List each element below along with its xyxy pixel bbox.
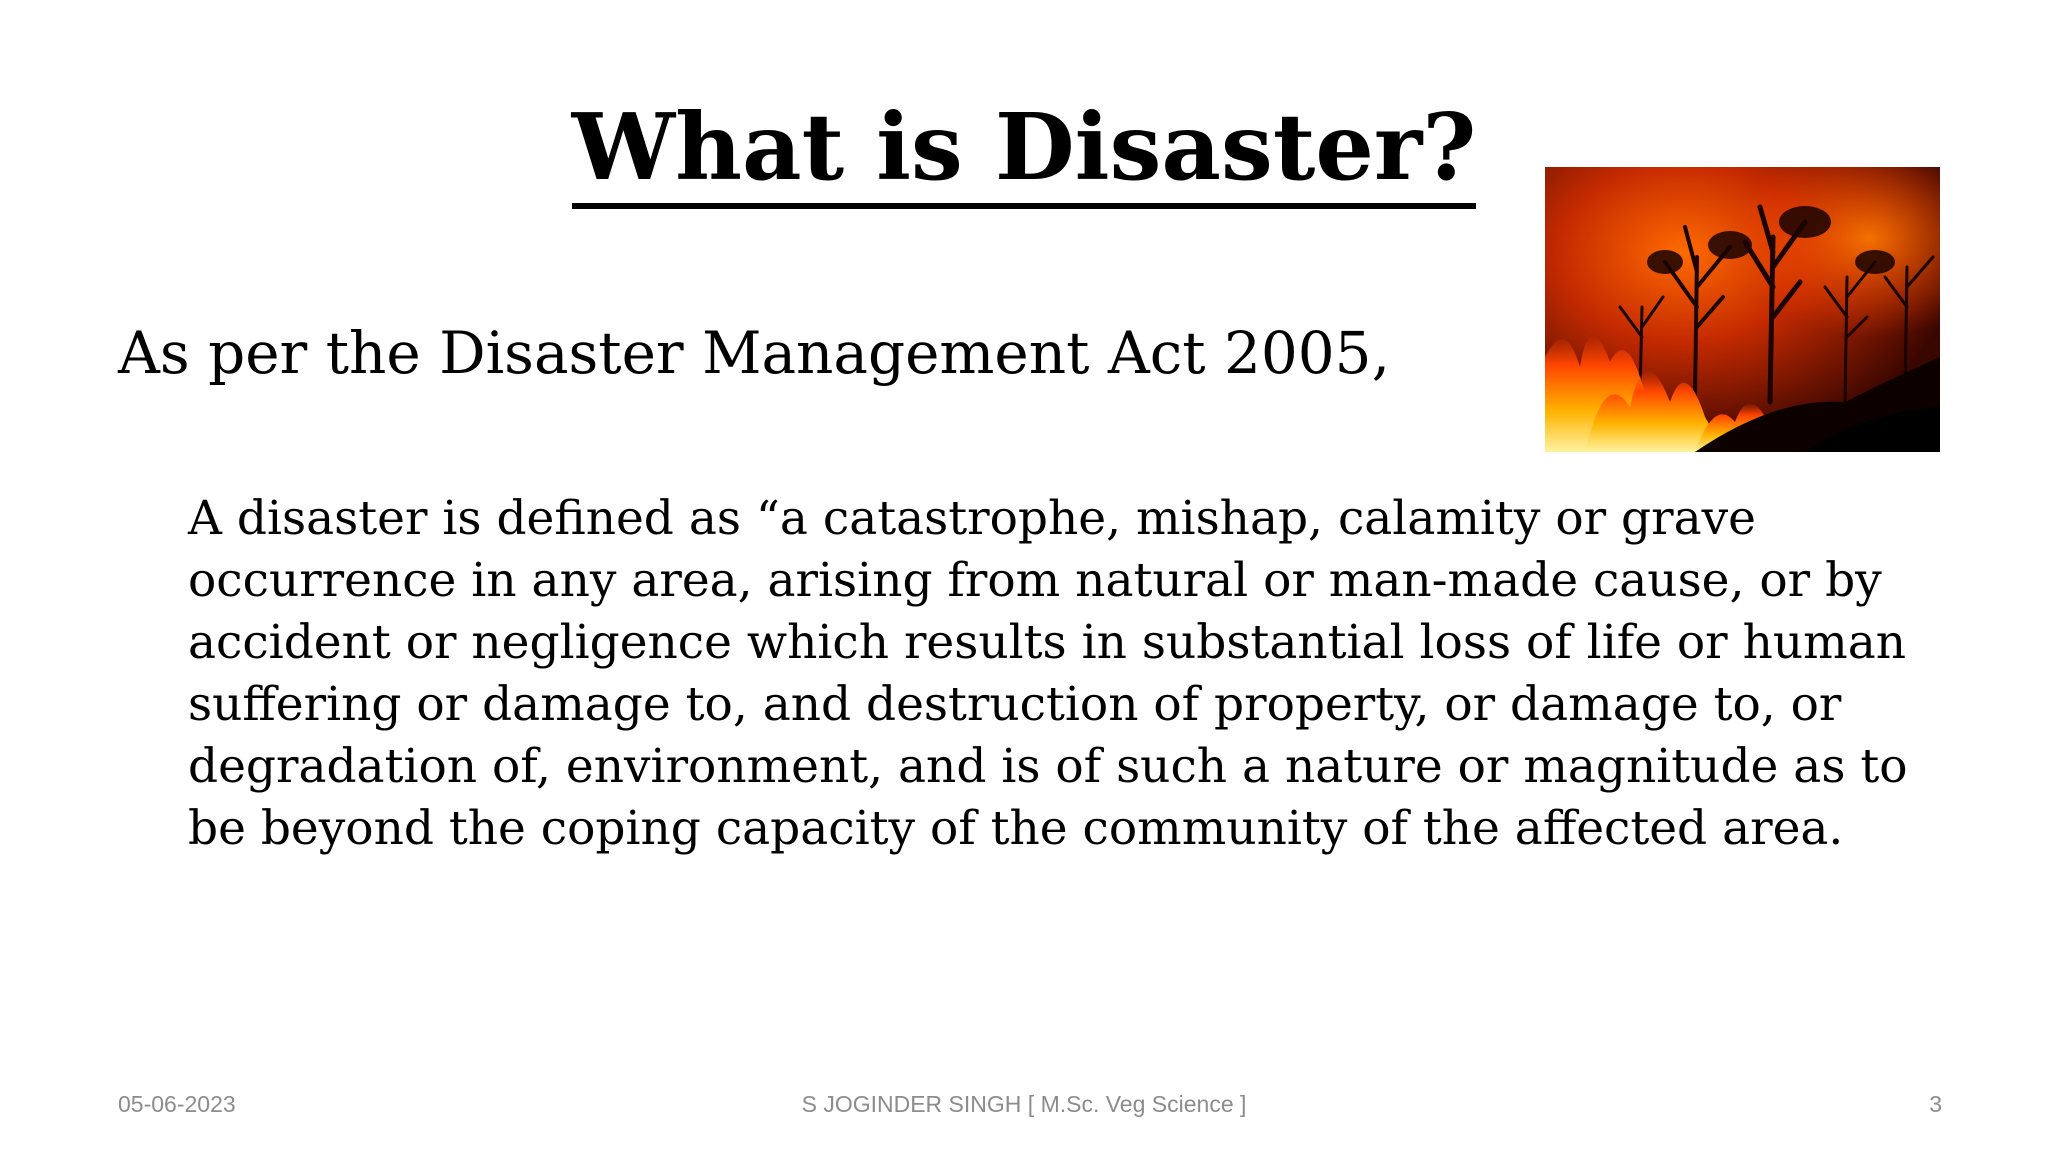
slide-subtitle: As per the Disaster Management Act 2005, — [118, 319, 1391, 387]
slide-title-text: What is Disaster? — [572, 93, 1476, 209]
forest-fire-illustration — [1545, 167, 1940, 452]
footer-author: S JOGINDER SINGH [ M.Sc. Veg Science ] — [801, 1091, 1247, 1117]
footer-date: 05-06-2023 — [118, 1091, 236, 1117]
disaster-definition: A disaster is defined as “a catastrophe, mishap, calamity or grave occurrence in any area, arising from natural or man-made cause, or by accident or negligence which results in substantial loss of life or human suffering or damage to, and destruction of property, or damage to, or degradation of, environment, and is of such a nature or magnitude as to be beyond the coping capacity of the community of the affected area. — [188, 491, 1908, 856]
forest-fire-image — [1545, 167, 1940, 452]
footer-page-number: 3 — [1929, 1091, 1942, 1117]
